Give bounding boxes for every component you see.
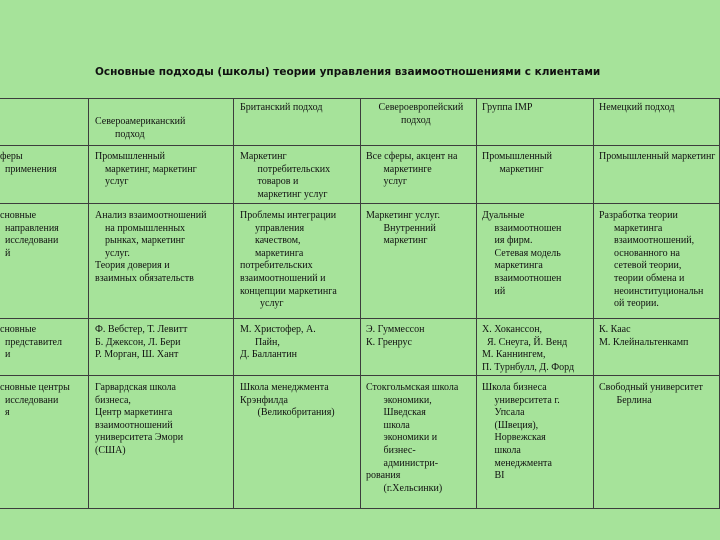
table-cell: Промышленный маркетинг — [482, 151, 552, 175]
row-label-research-directions: сновные направления исследовани й — [0, 210, 59, 259]
table-cell: Все сферы, акцент на маркетинге услуг — [366, 151, 458, 188]
slide-title: Основные подходы (школы) теории управления взаимоотношениями с клиентами — [95, 66, 601, 78]
table-cell: Разработка теории маркетинга взаимоотношений, основанного на сетевой теории, теории обмена и неоинституциональн ой теории. — [599, 210, 704, 310]
table-rule — [360, 98, 361, 509]
table-cell: Стокгольмская школа экономики, Шведская школа экономики и бизнес- администри- рования (г.Хельсинки) — [366, 382, 459, 494]
row-label-research-centers: сновные центры исследовани я — [0, 382, 70, 419]
table-cell: Анализ взаимоотношений на промышленных рынках, маркетинг услуг. Теория доверия и взаимных обязательств — [95, 210, 207, 284]
table-cell: Свободный университет Берлина — [599, 382, 703, 406]
table-cell: Школа бизнеса университета г. Упсала (Швеция), Норвежская школа менеджмента BI — [482, 382, 560, 482]
table-cell: Маркетинг потребительских товаров и маркетинг услуг — [240, 151, 331, 200]
table-cell: Гарвардская школа бизнеса, Центр маркетинга взаимоотношений университета Эмори (США) — [95, 382, 184, 456]
row-label-representatives: сновные представител и — [0, 324, 62, 361]
row-label-scope: феры применения — [0, 151, 57, 175]
table-cell: Ф. Вебстер, Т. Левитт Б. Джексон, Л. Бери Р. Морган, Ш. Хант — [95, 324, 188, 361]
table-cell: К. Каас М. Клейнальтенкамп — [599, 324, 689, 348]
table-rule — [88, 98, 89, 509]
header-cell-north-european: Североевропейский подход — [378, 102, 464, 126]
table-cell: Школа менеджмента Крэнфилда (Великобритания) — [240, 382, 335, 419]
table-rule — [233, 98, 234, 509]
table-cell: Промышленный маркетинг, маркетинг услуг — [95, 151, 197, 188]
table-rule — [476, 98, 477, 509]
table-cell: Дуальные взаимоотношен ия фирм. Сетевая модель маркетинга взаимоотношен ий — [482, 210, 562, 297]
table-cell: Э. Гуммессон К. Гренрус — [366, 324, 425, 348]
table-cell: Промышленный маркетинг — [599, 151, 716, 162]
header-cell-north-american: Североамериканский подход — [95, 116, 186, 140]
header-cell-german: Немецкий подход — [599, 102, 675, 113]
table-rule — [593, 98, 594, 509]
table-cell: Маркетинг услуг. Внутренний маркетинг — [366, 210, 440, 247]
table-cell: Х. Хоканссон, Я. Снеуга, Й. Венд М. Каннингем, П. Турнбулл, Д. Форд — [482, 324, 575, 373]
header-cell-british: Британский подход — [240, 102, 323, 113]
table-cell: М. Христофер, А. Пайн, Д. Баллантин — [240, 324, 316, 361]
table-cell: Проблемы интеграции управления качеством, маркетинга потребительских взаимоотношений и концепции маркетинга услуг — [240, 210, 337, 310]
header-cell-imp-group: Группа IMP — [482, 102, 533, 113]
